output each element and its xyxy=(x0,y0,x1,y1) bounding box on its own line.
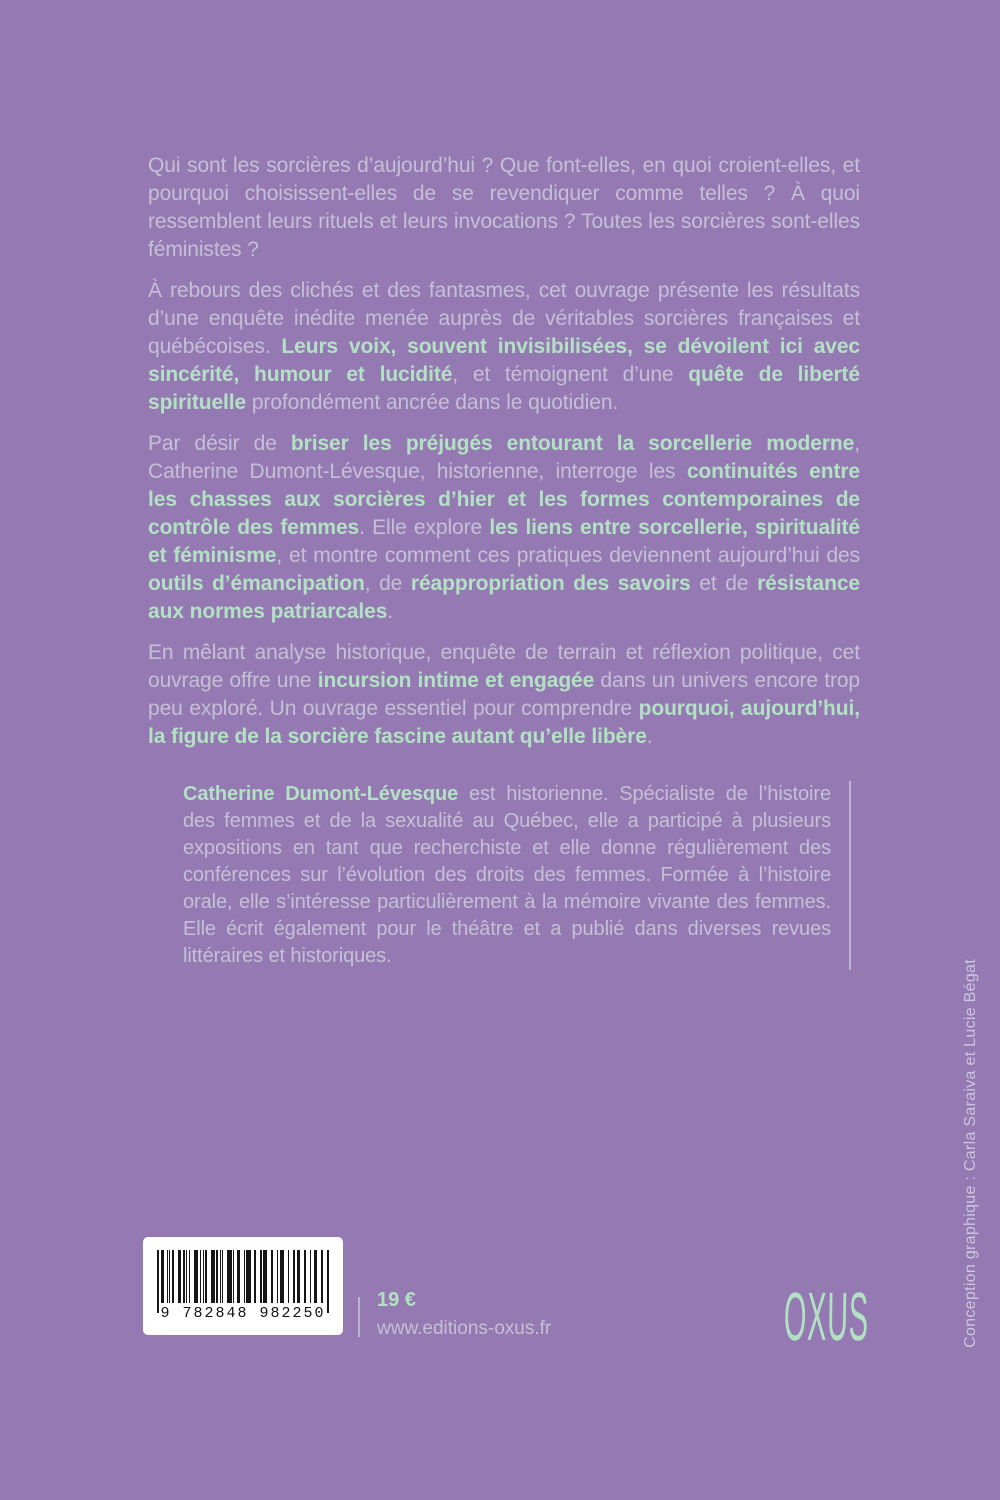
price-block xyxy=(377,1289,551,1340)
highlighted-text: briser les préjugés entourant la sorcellerie moderne xyxy=(290,432,855,455)
body-text: À rebours des clichés et des fantasmes, cet ouvrage présente les résultats d’une enquête inédite menée auprès de véritables sorcières françaises et québécoises. xyxy=(148,279,860,358)
body-text: Qui sont les sorcières d’aujourd’hui ? Que font-elles, en quoi croient-elles, et pourquoi choisissent-elles de se revendiquer comme telles ? À quoi ressemblent leurs rituels et leurs invocations ? Toutes les sorcières sont-elles féministes ? xyxy=(148,154,860,261)
highlighted-text: pourquoi, aujourd’hui, la figure de la sorcière fascine autant qu’elle libère xyxy=(148,697,860,748)
body-text: Par désir de xyxy=(148,432,291,455)
body-paragraph-4 xyxy=(148,639,860,751)
body-text: et de xyxy=(690,572,758,595)
body-text: est historienne. Spécialiste de l’histoire des femmes et de la sexualité au Québec, elle a participé à plusieurs expositions en tant que recherchiste et elle donne régulièrement des conférences sur l’évolution des droits des femmes. Formée à l’histoire orale, elle s’intéresse particulièrement à la mémoire vivante des femmes. Elle écrit également pour le théâtre et a publié dans diverses revues littéraires et historiques. xyxy=(183,783,831,967)
body-text: . Elle explore xyxy=(359,516,490,539)
publisher-website: www.editions-oxus.fr xyxy=(377,1318,552,1339)
body-paragraph-3 xyxy=(148,430,860,626)
footer-divider xyxy=(358,1297,360,1337)
body-text: dans un univers encore trop peu exploré. Un ouvrage essentiel pour comprendre xyxy=(148,669,860,720)
barcode-number: 9 782848 982250 xyxy=(160,1305,326,1322)
design-credit: Conception graphique : Carla Saraiva et Lucie Bégat xyxy=(962,959,979,1348)
body-text: En mêlant analyse historique, enquête de terrain et réflexion politique, cet ouvrage offre une xyxy=(148,641,860,692)
body-text: . xyxy=(387,600,394,623)
publisher-logo xyxy=(776,1262,876,1374)
barcode xyxy=(143,1237,343,1335)
body-text: , de xyxy=(364,572,411,595)
body-text: . xyxy=(646,725,653,748)
highlighted-text: résistance aux normes patriarcales xyxy=(148,572,860,623)
highlighted-text: outils d’émancipation xyxy=(148,572,365,595)
highlighted-text: les liens entre sorcellerie, spiritualité et féminisme xyxy=(148,516,860,567)
body-paragraph-1 xyxy=(148,152,860,264)
body-text: profondément ancrée dans le quotidien. xyxy=(246,391,619,414)
body-paragraph-2 xyxy=(148,277,860,417)
body-text: , Catherine Dumont-Lévesque, historienne, interroge les xyxy=(148,432,860,483)
back-cover-text xyxy=(148,152,860,970)
highlighted-text: incursion intime et engagée xyxy=(317,669,595,692)
body-text: , et montre comment ces pratiques deviennent aujourd’hui des xyxy=(276,544,860,567)
highlighted-text: réappropriation des savoirs xyxy=(410,572,691,595)
highlighted-text: Catherine Dumont-Lévesque xyxy=(183,783,459,805)
body-text: , et témoignent d’une xyxy=(452,363,689,386)
highlighted-text: quête de liberté spirituelle xyxy=(148,363,861,414)
barcode-bars xyxy=(161,1250,325,1303)
oxus-logo-text: OXUS xyxy=(783,1279,870,1355)
highlighted-text: continuités entre les chasses aux sorcières d’hier et les formes contemporaines de contrôle des femmes xyxy=(148,460,860,539)
price-label: 19 € xyxy=(377,1289,416,1311)
author-bio xyxy=(183,781,851,970)
highlighted-text: Leurs voix, souvent invisibilisées, se dévoilent ici avec sincérité, humour et lucidité xyxy=(148,335,861,386)
